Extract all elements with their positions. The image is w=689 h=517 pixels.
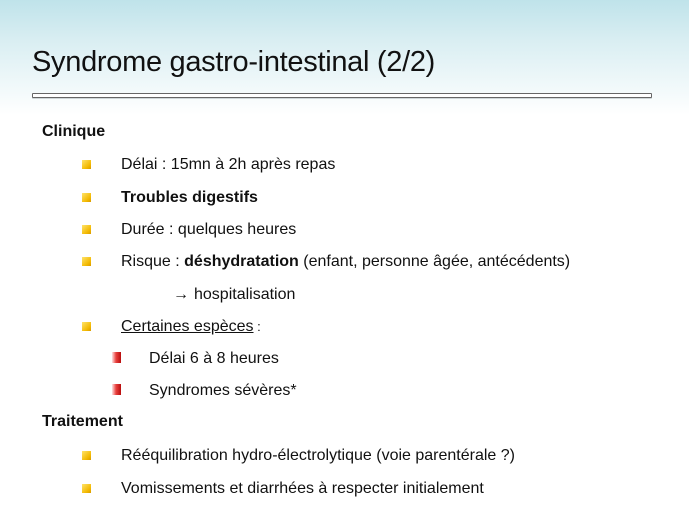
red-square-bullet-icon [112, 384, 121, 395]
item-troubles-digestifs: Troubles digestifs [121, 189, 258, 206]
square-bullet-icon [82, 484, 91, 493]
risque-prefix: Risque : [121, 253, 185, 270]
slide-title: Syndrome gastro-intestinal (2/2) [32, 46, 436, 78]
item-duree: Durée : quelques heures [121, 221, 297, 238]
item-risque [121, 252, 570, 272]
arrow-right-icon: → [173, 286, 189, 303]
certaines-especes-label: Certaines espèces [121, 318, 254, 335]
square-bullet-icon [82, 257, 91, 266]
square-bullet-icon [82, 322, 91, 331]
item-vomissements: Vomissements et diarrhées à respecter initialement [121, 480, 484, 497]
item-certaines-especes [121, 317, 261, 337]
item-delai: Délai : 15mn à 2h après repas [121, 156, 336, 173]
certaines-especes-suffix: : [253, 319, 261, 334]
square-bullet-icon [82, 193, 91, 202]
square-bullet-icon [82, 225, 91, 234]
section-heading-clinique: Clinique [42, 123, 106, 140]
square-bullet-icon [82, 160, 91, 169]
item-reequilibration: Rééquilibration hydro-électrolytique (voie parentérale ?) [121, 447, 515, 464]
item-hospitalisation [173, 285, 295, 305]
sub-item-syndromes-severes: Syndromes sévères* [149, 382, 297, 399]
section-heading-traitement: Traitement [42, 413, 123, 430]
sub-item-delai-6-8: Délai 6 à 8 heures [149, 350, 279, 367]
risque-suffix: (enfant, personne âgée, antécédents) [298, 253, 571, 270]
square-bullet-icon [82, 451, 91, 460]
red-square-bullet-icon [112, 352, 121, 363]
hospitalisation-text: hospitalisation [194, 286, 296, 303]
title-divider [32, 93, 652, 98]
risque-deshydratation: déshydratation [184, 253, 299, 270]
